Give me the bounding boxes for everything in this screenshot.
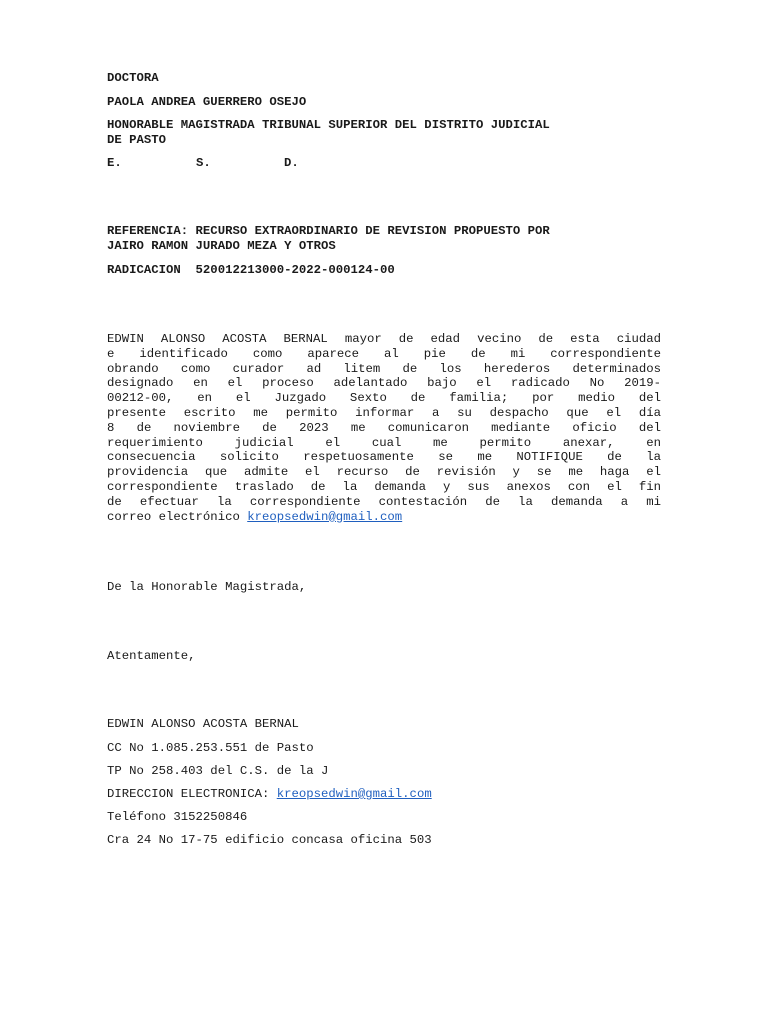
body-line: 00212-00, en el Juzgado Sexto de familia; por medio del	[107, 391, 661, 406]
body-line: de efectuar la correspondiente contestación de la demanda a mi	[107, 494, 661, 509]
reference-line1: REFERENCIA: RECURSO EXTRAORDINARIO DE REVISION PROPUESTO POR	[107, 224, 550, 238]
body-line: obrando como curador ad litem de los herederos determinados	[107, 361, 661, 376]
signature-email-link[interactable]: kreopsedwin@gmail.com	[276, 787, 432, 801]
signature-email-line	[107, 787, 432, 802]
body-email-link[interactable]: kreopsedwin@gmail.com	[247, 509, 403, 524]
esd-e: E.	[107, 156, 122, 170]
closing-regards: Atentamente,	[107, 649, 196, 663]
body-line: providencia que admite el recurso de revisión y se me haga el	[107, 465, 661, 480]
signature-cc: CC No 1.085.253.551 de Pasto	[107, 741, 314, 755]
body-line: EDWIN ALONSO ACOSTA BERNAL mayor de edad vecino de esta ciudad	[107, 332, 661, 346]
signature-phone: Teléfono 3152250846	[107, 810, 248, 824]
salutation: DOCTORA	[107, 71, 159, 85]
body-last-line	[107, 510, 661, 525]
esd-d: D.	[284, 156, 299, 170]
addressee-title-line1: HONORABLE MAGISTRADA TRIBUNAL SUPERIOR DEL DISTRITO JUDICIAL	[107, 118, 550, 132]
reference-line2: JAIRO RAMON JURADO MEZA Y OTROS	[107, 239, 336, 253]
body-line: presente escrito me permito informar a su despacho que el día	[107, 405, 661, 420]
body-line: designado en el proceso adelantado bajo el radicado No 2019-	[107, 376, 661, 391]
signature-name: EDWIN ALONSO ACOSTA BERNAL	[107, 717, 299, 731]
radicacion: RADICACION 520012213000-2022-000124-00	[107, 263, 395, 277]
signature-address: Cra 24 No 17-75 edificio concasa oficina 503	[107, 833, 432, 847]
body-line: e identificado como aparece al pie de mi correspondiente	[107, 346, 661, 361]
body-line: correspondiente traslado de la demanda y sus anexos con el fin	[107, 479, 661, 494]
body-paragraph	[107, 332, 661, 524]
addressee-name: PAOLA ANDREA GUERRERO OSEJO	[107, 95, 307, 109]
body-line: 8 de noviembre de 2023 me comunicaron mediante oficio del	[107, 420, 661, 435]
esd-s: S.	[196, 156, 211, 170]
body-line: requerimiento judicial el cual me permito anexar, en	[107, 435, 661, 450]
body-line: consecuencia solicito respetuosamente se me NOTIFIQUE de la	[107, 450, 661, 465]
body-email-prefix: correo electrónico	[107, 509, 248, 524]
closing-greeting: De la Honorable Magistrada,	[107, 580, 307, 594]
signature-tp: TP No 258.403 del C.S. de la J	[107, 764, 329, 778]
addressee-title-line2: DE PASTO	[107, 133, 167, 147]
signature-email-label: DIRECCION ELECTRONICA:	[107, 787, 277, 801]
